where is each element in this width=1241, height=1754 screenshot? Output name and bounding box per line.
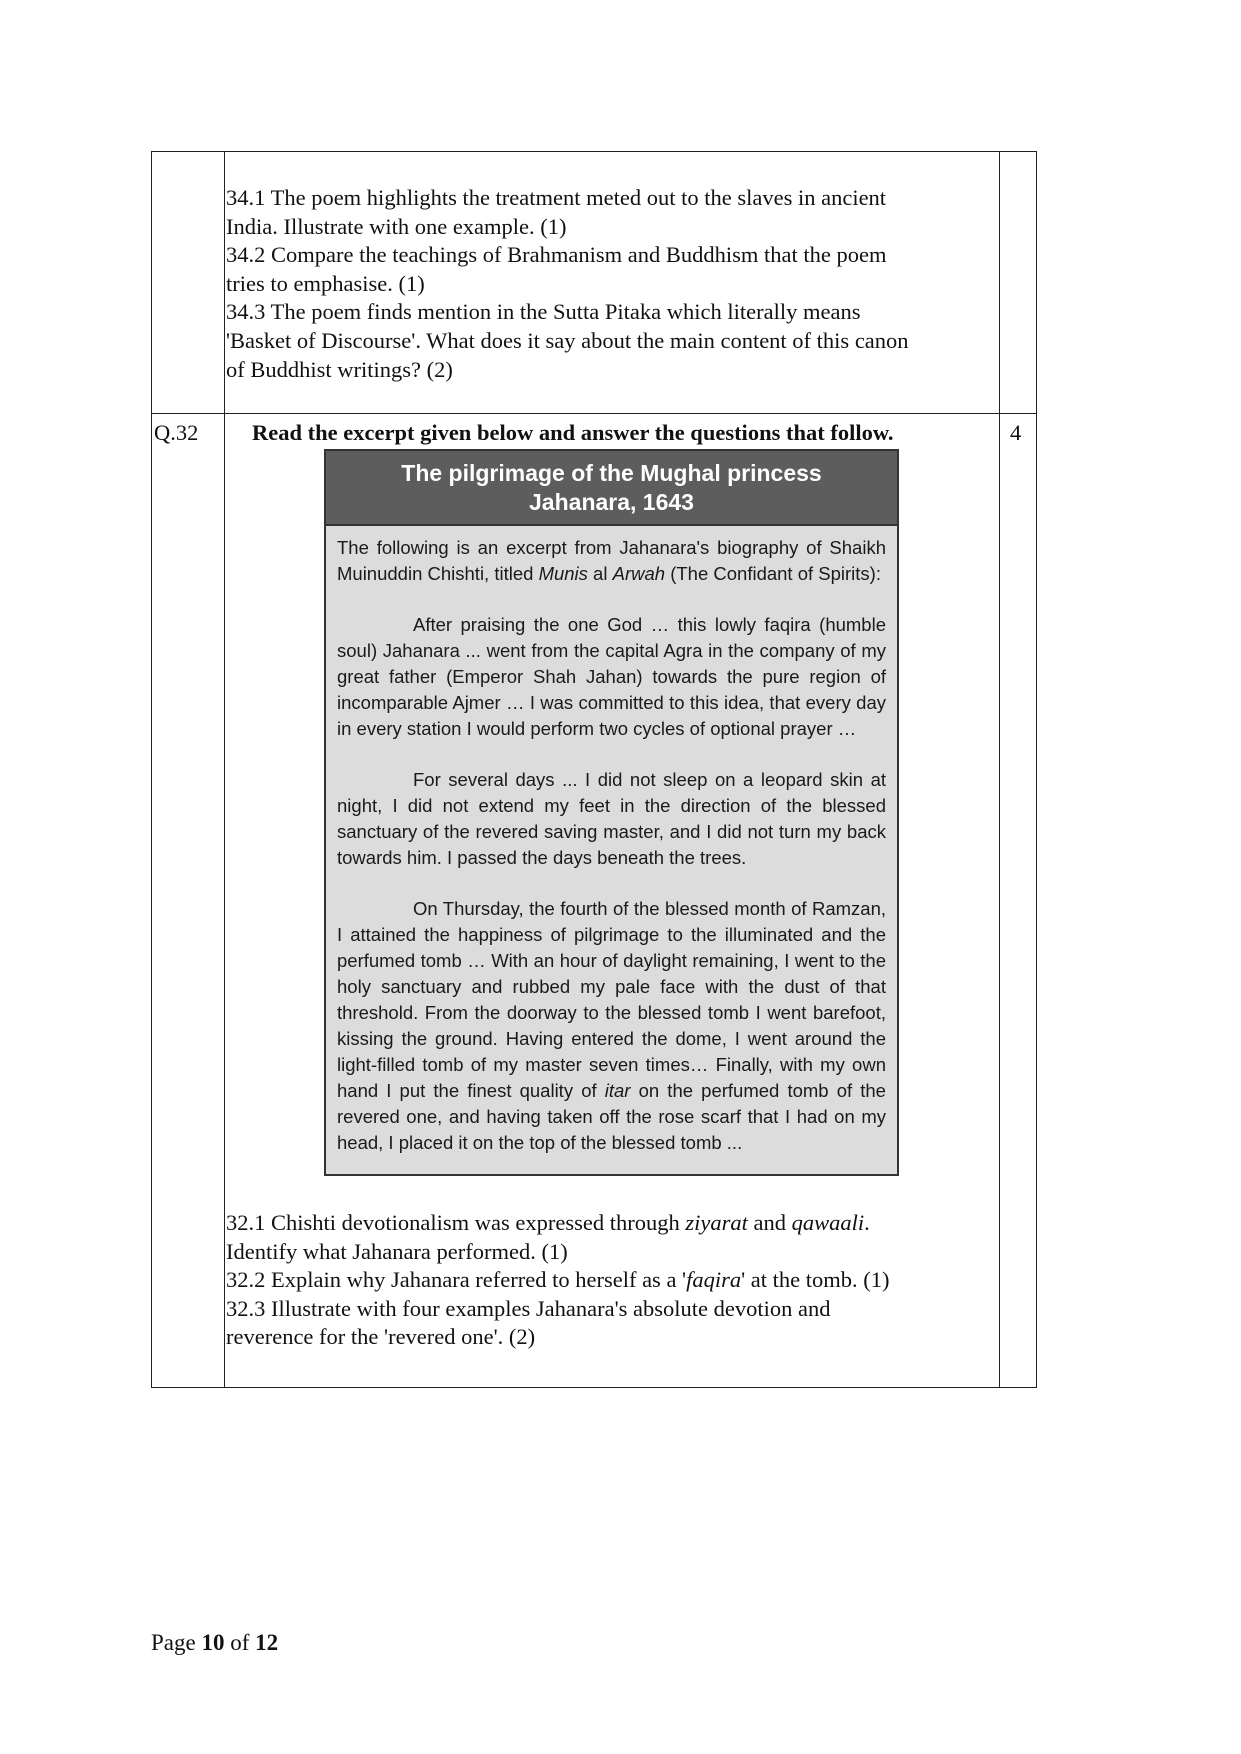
sub-question-line: reverence for the 'revered one'. (2) (226, 1324, 536, 1350)
sub-questions (226, 1209, 1016, 1352)
continuation-line: 34.1 The poem highlights the treatment meted out to the slaves in ancient (226, 185, 887, 210)
excerpt-intro-text: The following is an excerpt from Jahanara's biography of Shaikh Muinuddin Chishti, titled (337, 537, 886, 584)
excerpt-paragraph: After praising the one God … this lowly faqira (humble soul) Jahanara ... went from the capital Agra in the company of my great father (Emperor Shah Jahan) towards the pure region of incomparable Ajmer … I was committed to this idea, that every day in every station I would perform two cycles of optional prayer … (337, 614, 886, 739)
excerpt-intro-text: (The Confidant of Spirits): (665, 563, 881, 584)
excerpt-paragraph-text: on the perfumed tomb of the revered one, and having taken off the rose scarf that I had on my head, I placed it on the top of the blessed tomb ... (337, 1080, 886, 1153)
page-footer (151, 1630, 278, 1656)
row-divider (152, 413, 1036, 414)
excerpt-paragraph-italic: itar (604, 1080, 631, 1101)
excerpt-title (326, 451, 897, 526)
footer-page-word: Page (151, 1630, 196, 1655)
continuation-line: 34.2 Compare the teachings of Brahmanism and Buddhism that the poem (226, 242, 887, 268)
sub-question-line: Identify what Jahanara performed. (1) (226, 1238, 568, 1264)
sub-question-text: 32.2 Explain why Jahanara referred to herself as a ' (226, 1267, 687, 1293)
excerpt-paragraph: For several days ... I did not sleep on a leopard skin at night, I did not extend my feet in the direction of the blessed sanctuary of the revered saving master, and I did not turn my back towards him. I passed the days beneath the trees. (337, 769, 886, 868)
sub-question-text: ' at the tomb. (1) (741, 1267, 890, 1293)
sub-question-text: 32.1 Chishti devotionalism was expressed through (226, 1210, 686, 1235)
sub-question-line: 32.3 Illustrate with four examples Jahanara's absolute devotion and (226, 1295, 831, 1321)
question-instruction: Read the excerpt given below and answer the questions that follow. (252, 420, 894, 445)
excerpt-intro-italic: Munis (538, 563, 588, 584)
continuation-line: tries to emphasise. (1) (226, 270, 425, 296)
sub-question-text: . (864, 1210, 870, 1235)
sub-question-line (226, 1266, 1016, 1295)
continuation-line: India. Illustrate with one example. (1) (226, 213, 567, 239)
sub-question-line (226, 1209, 1016, 1238)
footer-of-word: of (230, 1630, 250, 1655)
previous-question-continuation (226, 184, 986, 384)
excerpt-intro-italic: Arwah (612, 563, 666, 584)
excerpt-title-line: Jahanara, 1643 (529, 489, 694, 515)
sub-question-italic: ziyarat (685, 1210, 748, 1235)
column-divider-right (999, 152, 1000, 1387)
question-marks: 4 (1010, 420, 1022, 445)
excerpt-intro-text: al (587, 563, 613, 584)
continuation-line: 34.3 The poem finds mention in the Sutta Pitaka which literally means (226, 299, 861, 325)
continuation-line: 'Basket of Discourse'. What does it say about the main content of this canon (226, 327, 909, 353)
question-table (151, 151, 1037, 1388)
excerpt-body (326, 526, 897, 1156)
sub-question-italic: qawaali (791, 1210, 865, 1235)
excerpt-paragraph (337, 896, 886, 1156)
excerpt-paragraph-text: On Thursday, the fourth of the blessed month of Ramzan, I attained the happiness of pilgrimage to the illuminated and the perfumed tomb … With an hour of daylight remaining, I went to the holy sanctuary and rubbed my pale face with the dust of that threshold. From the doorway to the blessed tomb I went barefoot, kissing the ground. Having entered the dome, I went around the light-filled tomb of my master seven times… Finally, with my own hand I put the finest quality of (337, 898, 886, 1101)
excerpt-intro (337, 535, 886, 587)
column-divider-left (224, 152, 225, 1387)
excerpt-box (324, 449, 899, 1176)
question-number: Q.32 (154, 420, 199, 445)
sub-question-text: and (747, 1210, 792, 1235)
excerpt-title-line: The pilgrimage of the Mughal princess (401, 460, 822, 486)
footer-total-pages: 12 (255, 1630, 279, 1655)
sub-question-italic: faqira (686, 1267, 742, 1293)
continuation-line: of Buddhist writings? (2) (226, 356, 453, 382)
footer-current-page: 10 (201, 1630, 225, 1655)
